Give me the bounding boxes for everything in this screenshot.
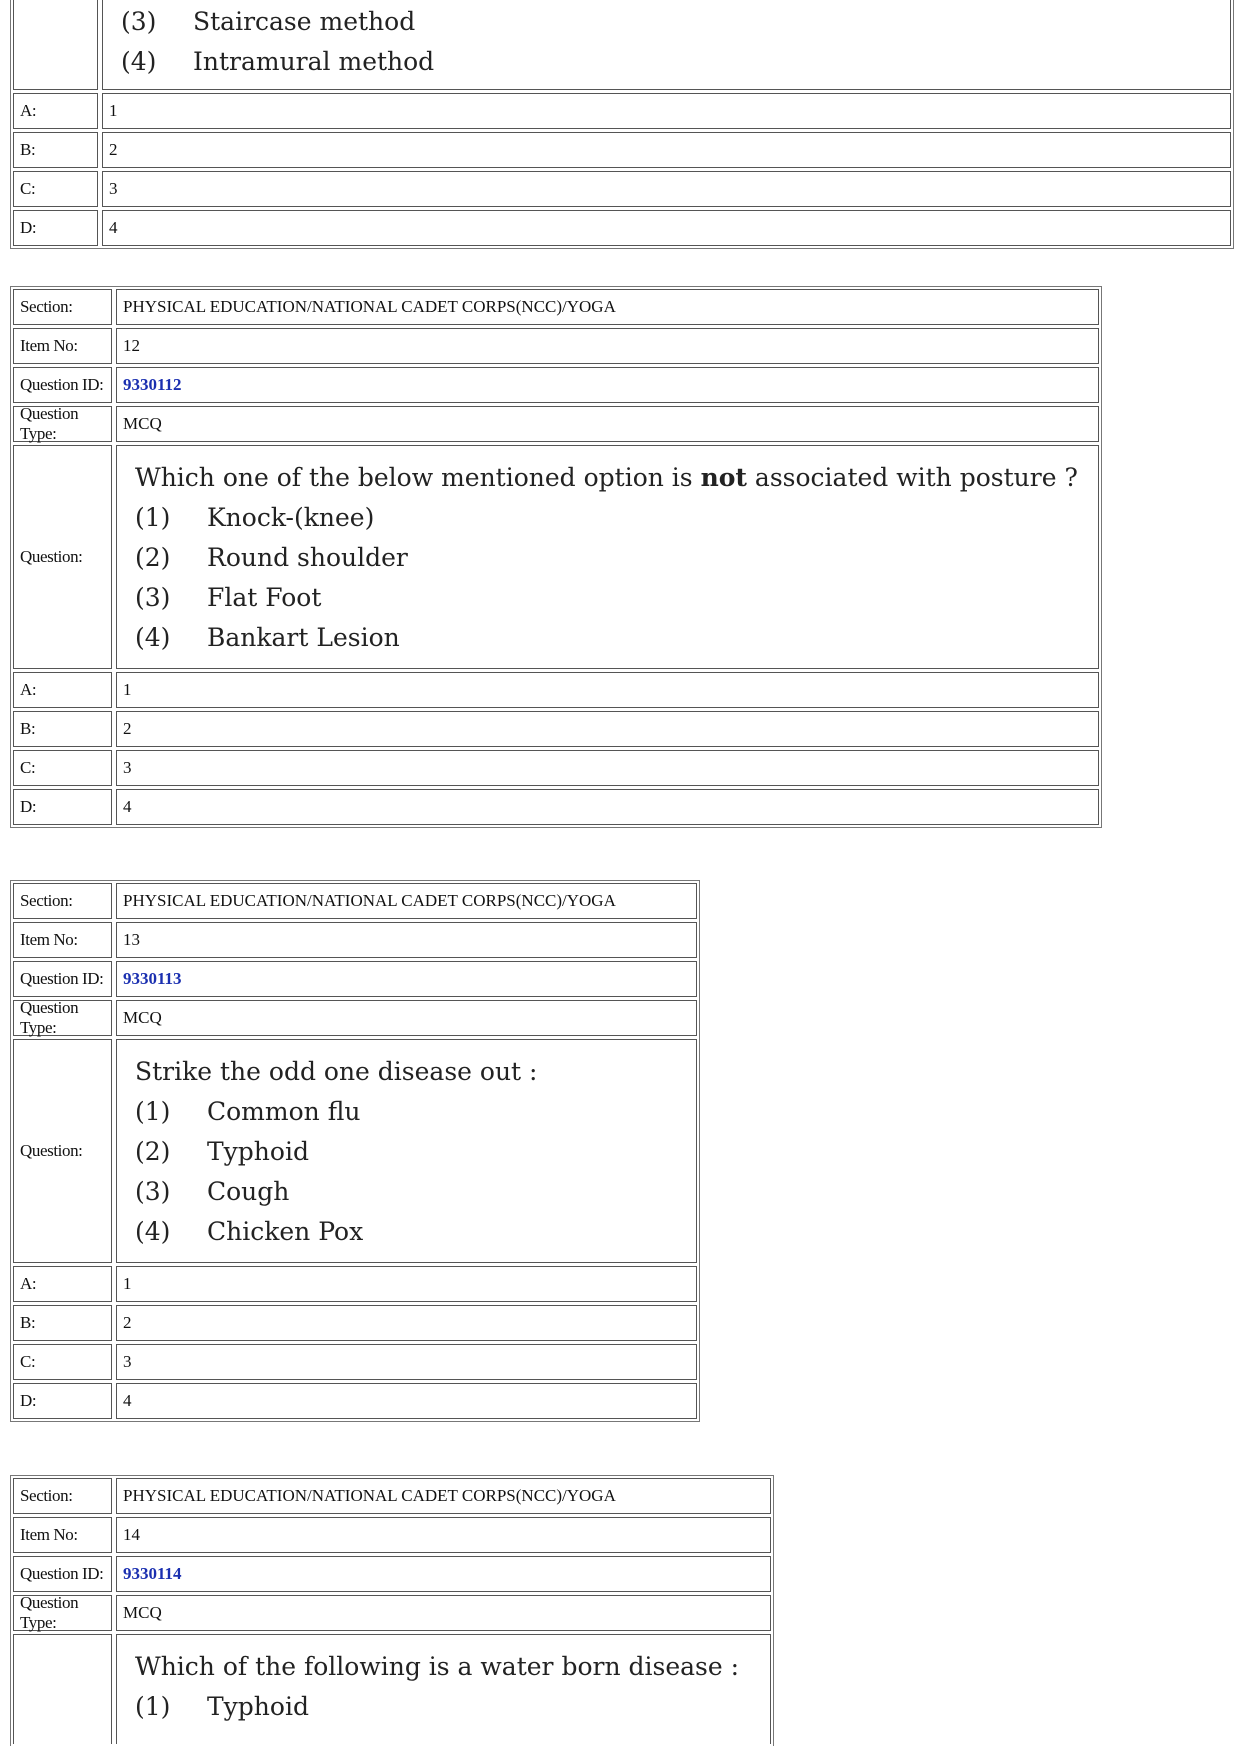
- question-type-row: [13, 406, 1099, 442]
- option-1: (1) Knock-(knee): [135, 503, 375, 532]
- answer-d-value: 4: [116, 1383, 697, 1419]
- answer-row-c: [13, 1344, 697, 1380]
- option-3: (3) Staircase method: [121, 7, 416, 36]
- answer-a-value: 1: [116, 672, 1099, 708]
- question-id-value: 9330112: [116, 367, 1099, 403]
- item-no-row: [13, 922, 697, 958]
- answer-a-label: A:: [13, 93, 98, 129]
- answer-b-label: B:: [13, 711, 112, 747]
- answer-c-label: C:: [13, 750, 112, 786]
- option-4: (4) Chicken Pox: [135, 1217, 364, 1246]
- option-1: (1) Typhoid: [135, 1692, 309, 1721]
- item-no-value: 13: [116, 922, 697, 958]
- question-row: [13, 1634, 771, 1744]
- question-type-label: Question Type:: [13, 1000, 112, 1036]
- item-no-row: [13, 1517, 771, 1553]
- question-table-14: [10, 1475, 774, 1746]
- question-type-row: [13, 1000, 697, 1036]
- section-label: Section:: [13, 883, 112, 919]
- question-id-value: 9330113: [116, 961, 697, 997]
- section-value: PHYSICAL EDUCATION/NATIONAL CADET CORPS(NCC)/YOGA: [116, 883, 697, 919]
- question-type-value: MCQ: [116, 1595, 771, 1631]
- question-content: [116, 1634, 771, 1744]
- item-no-row: [13, 328, 1099, 364]
- section-row: [13, 883, 697, 919]
- option-2: (2) Typhoid: [135, 1137, 309, 1166]
- answer-b-label: B:: [13, 132, 98, 168]
- question-id-row: [13, 961, 697, 997]
- answer-row-b: [13, 1305, 697, 1341]
- item-no-label: Item No:: [13, 328, 112, 364]
- question-type-value: MCQ: [116, 406, 1099, 442]
- section-row: [13, 289, 1099, 325]
- answer-a-label: A:: [13, 672, 112, 708]
- question-type-value: MCQ: [116, 1000, 697, 1036]
- answer-b-value: 2: [102, 132, 1231, 168]
- question-id-label: Question ID:: [13, 961, 112, 997]
- question-id-row: [13, 367, 1099, 403]
- question-table-11: [10, 0, 1234, 249]
- section-label: Section:: [13, 289, 112, 325]
- answer-d-value: 4: [116, 789, 1099, 825]
- question-id-label: Question ID:: [13, 1556, 112, 1592]
- option-2: (2) Round shoulder: [135, 543, 408, 572]
- question-table-12: [10, 286, 1102, 828]
- question-label: Question:: [13, 445, 112, 669]
- section-value: PHYSICAL EDUCATION/NATIONAL CADET CORPS(NCC)/YOGA: [116, 1478, 771, 1514]
- question-type-label: Question Type:: [13, 406, 112, 442]
- section-label: Section:: [13, 1478, 112, 1514]
- answer-row-b: [13, 711, 1099, 747]
- answer-d-value: 4: [102, 210, 1231, 246]
- answer-a-value: 1: [102, 93, 1231, 129]
- item-no-value: 12: [116, 328, 1099, 364]
- answer-d-label: D:: [13, 789, 112, 825]
- answer-c-label: C:: [13, 171, 98, 207]
- question-row: [13, 445, 1099, 669]
- answer-row-c: [13, 750, 1099, 786]
- question-stem: Which of the following is a water born disease :: [135, 1652, 740, 1681]
- question-content: [116, 1039, 697, 1263]
- question-id-row: [13, 1556, 771, 1592]
- answer-c-value: 3: [116, 750, 1099, 786]
- answer-b-value: 2: [116, 1305, 697, 1341]
- question-row: [13, 1039, 697, 1263]
- question-label: Question:: [13, 1039, 112, 1263]
- question-label: [13, 1634, 112, 1744]
- option-4: (4) Intramural method: [121, 47, 435, 76]
- question-row: [13, 0, 1231, 90]
- option-1: (1) Common flu: [135, 1097, 361, 1126]
- answer-row-a: [13, 93, 1231, 129]
- question-table-13: [10, 880, 700, 1422]
- option-3: (3) Flat Foot: [135, 583, 322, 612]
- answer-b-value: 2: [116, 711, 1099, 747]
- answer-d-label: D:: [13, 1383, 112, 1419]
- question-stem: Strike the odd one disease out :: [135, 1057, 538, 1086]
- answer-row-c: [13, 171, 1231, 207]
- answer-a-value: 1: [116, 1266, 697, 1302]
- item-no-value: 14: [116, 1517, 771, 1553]
- question-stem: Which one of the below mentioned option is not associated with posture ?: [135, 463, 1078, 492]
- section-value: PHYSICAL EDUCATION/NATIONAL CADET CORPS(NCC)/YOGA: [116, 289, 1099, 325]
- answer-row-a: [13, 1266, 697, 1302]
- answer-a-label: A:: [13, 1266, 112, 1302]
- question-content: [116, 445, 1099, 669]
- option-3: (3) Cough: [135, 1177, 290, 1206]
- answer-row-a: [13, 672, 1099, 708]
- answer-row-d: [13, 789, 1099, 825]
- question-id-label: Question ID:: [13, 367, 112, 403]
- option-4: (4) Bankart Lesion: [135, 623, 400, 652]
- answer-row-b: [13, 132, 1231, 168]
- item-no-label: Item No:: [13, 1517, 112, 1553]
- answer-d-label: D:: [13, 210, 98, 246]
- answer-b-label: B:: [13, 1305, 112, 1341]
- question-content: [102, 0, 1231, 90]
- question-type-label: Question Type:: [13, 1595, 112, 1631]
- item-no-label: Item No:: [13, 922, 112, 958]
- question-label: [13, 0, 98, 90]
- answer-c-value: 3: [116, 1344, 697, 1380]
- question-type-row: [13, 1595, 771, 1631]
- answer-c-value: 3: [102, 171, 1231, 207]
- answer-row-d: [13, 1383, 697, 1419]
- section-row: [13, 1478, 771, 1514]
- question-id-value: 9330114: [116, 1556, 771, 1592]
- answer-c-label: C:: [13, 1344, 112, 1380]
- answer-row-d: [13, 210, 1231, 246]
